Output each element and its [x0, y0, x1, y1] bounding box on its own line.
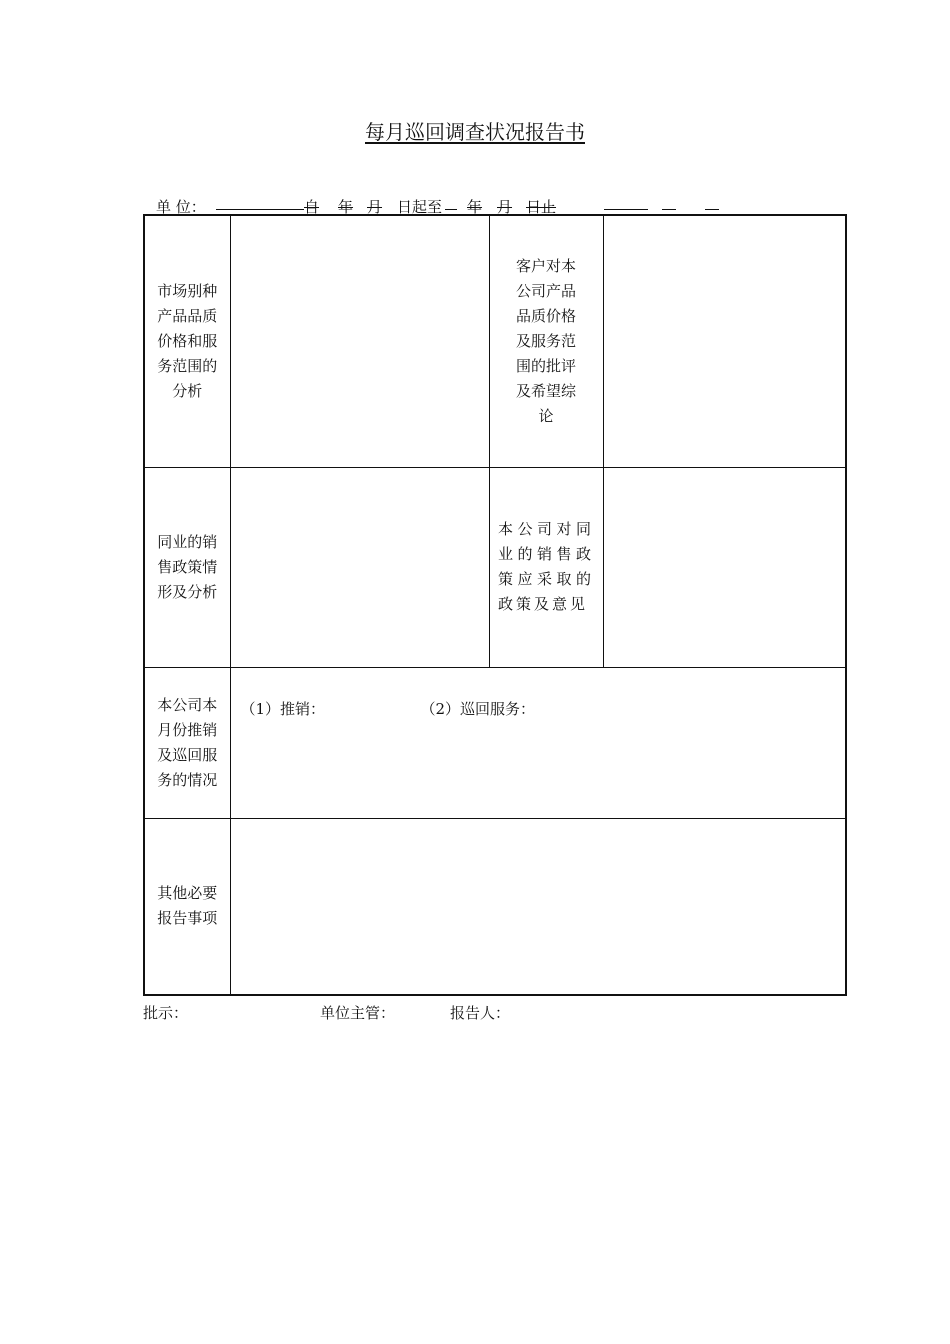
- month-label-1: 月: [367, 198, 383, 216]
- market-analysis-label-cell: [144, 215, 230, 467]
- from-blank-line: [445, 209, 457, 210]
- year-label-2: 年: [467, 198, 483, 216]
- table-row: [144, 467, 846, 667]
- report-table: [143, 214, 847, 996]
- other-matters-label: 其他必要报告事项: [157, 884, 218, 928]
- reporter-label: 报告人：: [450, 1004, 511, 1022]
- unit-blank-line: [216, 209, 304, 210]
- market-analysis-input-cell[interactable]: [230, 215, 489, 467]
- company-response-label-cell: [489, 467, 603, 667]
- table-row: [144, 818, 846, 995]
- to-suffix: 日止: [526, 198, 557, 216]
- other-matters-input-cell[interactable]: [230, 818, 846, 995]
- promotion-item-sales: （1）推销：: [240, 699, 326, 718]
- date-from-prefix: 自: [304, 198, 320, 216]
- competitor-policy-label: 同业的销售政策情形及分析: [157, 532, 218, 601]
- instruction-label: 批示：: [143, 1004, 189, 1022]
- company-response-input-cell[interactable]: [603, 467, 846, 667]
- promotion-label-cell: [144, 667, 230, 818]
- table-row: [144, 667, 846, 818]
- blank-line-b: [662, 209, 676, 210]
- from-suffix: 日起至: [397, 198, 443, 216]
- market-analysis-label: 市场别种产品品质价格和服务范围的分析: [157, 281, 218, 400]
- blank-line-c: [705, 209, 719, 210]
- year-label-1: 年: [338, 198, 354, 216]
- other-matters-label-cell: [144, 818, 230, 995]
- table-row: [144, 215, 846, 467]
- promotion-label: 本公司本月份推销及巡回服务的情况: [157, 695, 218, 789]
- customer-comments-input-cell[interactable]: [603, 215, 846, 467]
- promotion-input-cell[interactable]: [230, 667, 846, 818]
- company-response-label: 本公司对同业的销售政策应采取的政策及意见: [498, 520, 594, 613]
- supervisor-label: 单位主管：: [320, 1004, 396, 1022]
- customer-comments-label-cell: [489, 215, 603, 467]
- month-label-2: 月: [497, 198, 513, 216]
- blank-line-a: [604, 209, 648, 210]
- promotion-item-service: （2）巡回服务：: [420, 699, 536, 718]
- competitor-policy-input-cell[interactable]: [230, 467, 489, 667]
- document-title: 每月巡回调查状况报告书: [365, 120, 585, 144]
- customer-comments-label: 客户对本公司产品品质价格及服务范围的批评及希望综论: [515, 256, 576, 425]
- competitor-policy-label-cell: [144, 467, 230, 667]
- unit-label: 单 位：: [156, 198, 206, 216]
